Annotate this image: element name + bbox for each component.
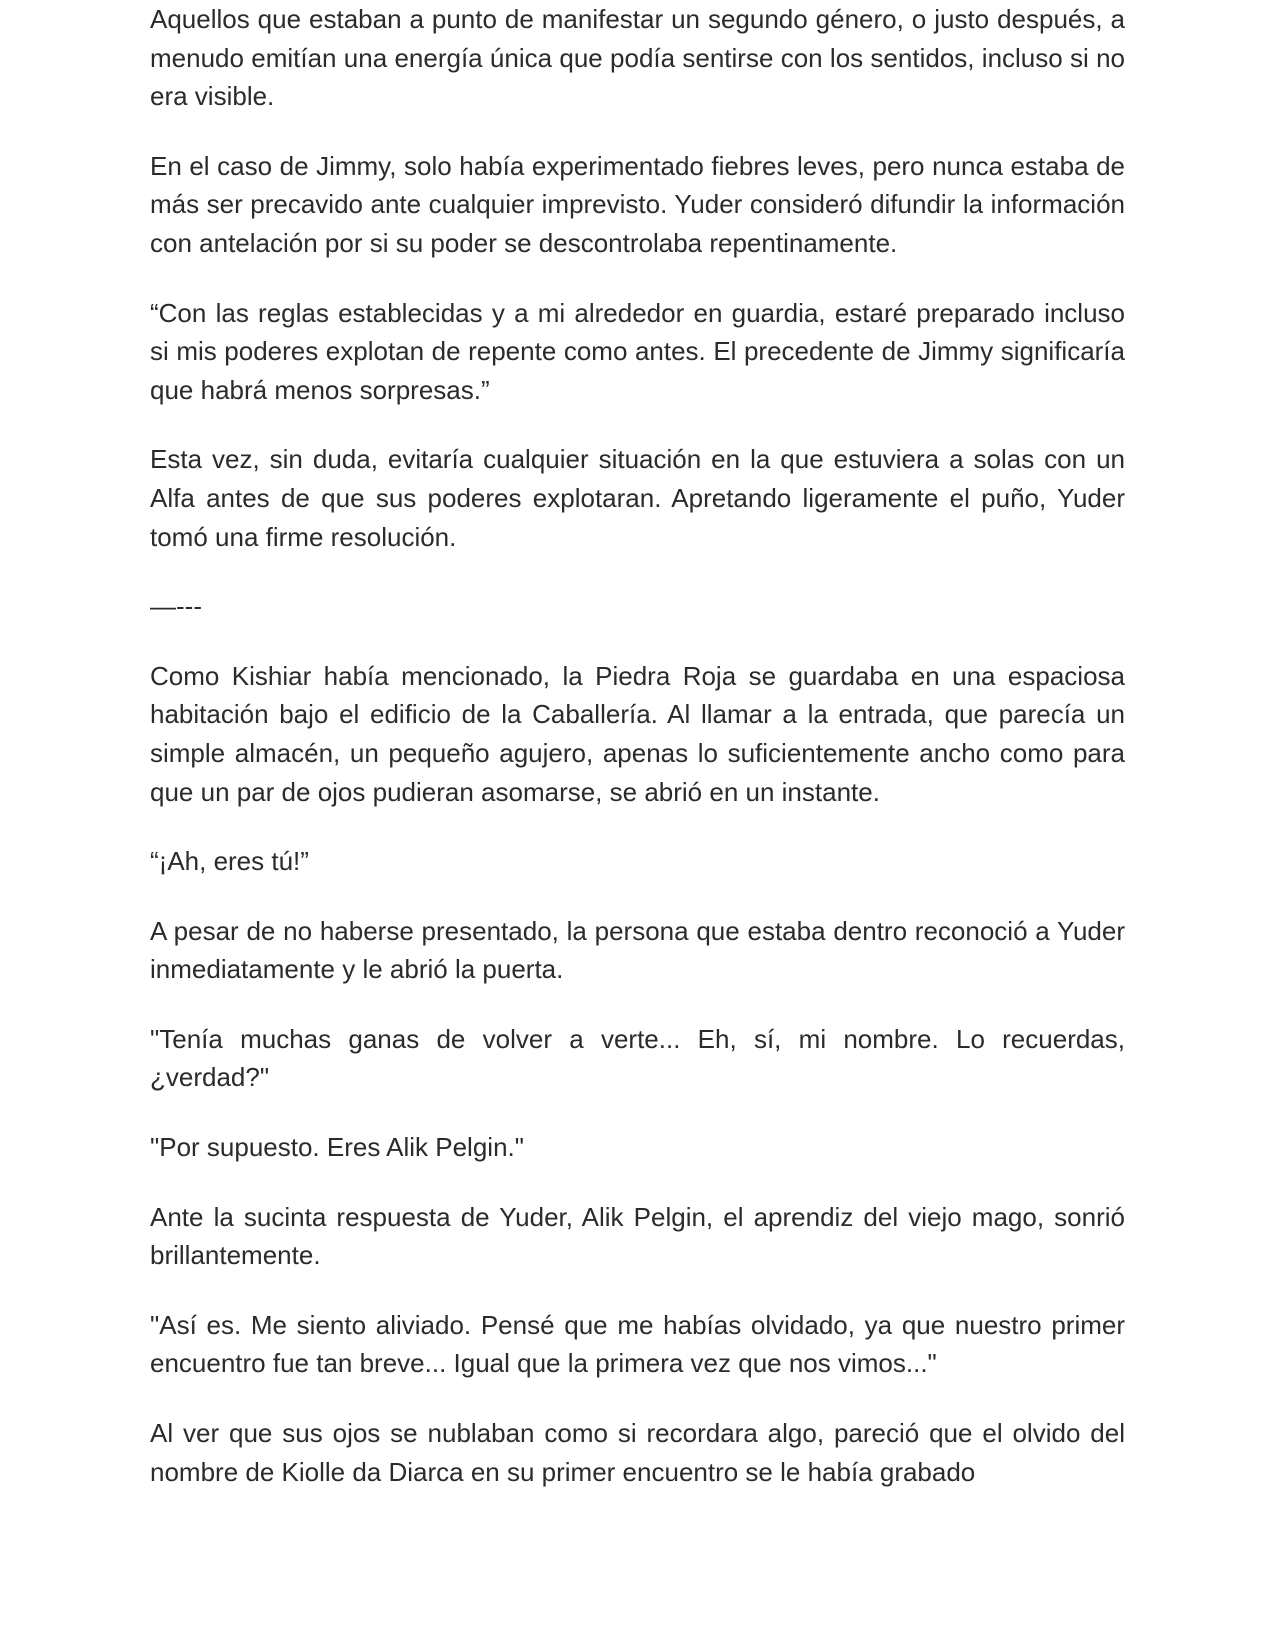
paragraph-5: Como Kishiar había mencionado, la Piedra Roja se guardaba en una espaciosa habitación bajo el edificio de la Caballería. Al llamar a la entrada, que parecía un simple almacén, un pequeño agujero, apenas lo suficientemente ancho como para que un par de ojos pudieran asomarse, se abrió en un instante. [150,660,1125,807]
dialogue-3: "Por supuesto. Eres Alik Pelgin." [150,1132,524,1163]
dialogue-1: “¡Ah, eres tú!” [150,846,309,877]
dialogue-4: "Así es. Me siento aliviado. Pensé que me habías olvidado, ya que nuestro primer encuentro fue tan breve... Igual que la primera vez que nos vimos..." [150,1309,1125,1379]
paragraph-1: Aquellos que estaban a punto de manifestar un segundo género, o justo después, a menudo emitían una energía única que podía sentirse con los sentidos, incluso si no era visible. [150,4,1125,112]
paragraph-7: Ante la sucinta respuesta de Yuder, Alik Pelgin, el aprendiz del viejo mago, sonrió brillantemente. [150,1201,1125,1271]
paragraph-6: A pesar de no haberse presentado, la persona que estaba dentro reconoció a Yuder inmediatamente y le abrió la puerta. [150,915,1125,985]
dialogue-2: "Tenía muchas ganas de volver a verte... Eh, sí, mi nombre. Lo recuerdas, ¿verdad?" [150,1023,1125,1093]
paragraph-3: “Con las reglas establecidas y a mi alrededor en guardia, estaré preparado incluso si mis poderes explotan de repente como antes. El precedente de Jimmy significaría que habrá menos sorpresas.” [150,297,1125,405]
paragraph-8: Al ver que sus ojos se nublaban como si recordara algo, pareció que el olvido del nombre de Kiolle da Diarca en su primer encuentro se le había grabado [150,1418,1125,1487]
scene-break: —--- [150,591,202,622]
paragraph-2: En el caso de Jimmy, solo había experimentado fiebres leves, pero nunca estaba de más ser precavido ante cualquier imprevisto. Yuder consideró difundir la información con antelación por si su poder se descontrolaba repentinamente. [150,150,1125,258]
document-page [150,0,1125,1650]
paragraph-4: Esta vez, sin duda, evitaría cualquier situación en la que estuviera a solas con un Alfa antes de que sus poderes explotaran. Apretando ligeramente el puño, Yuder tomó una firme resolución. [150,444,1125,552]
